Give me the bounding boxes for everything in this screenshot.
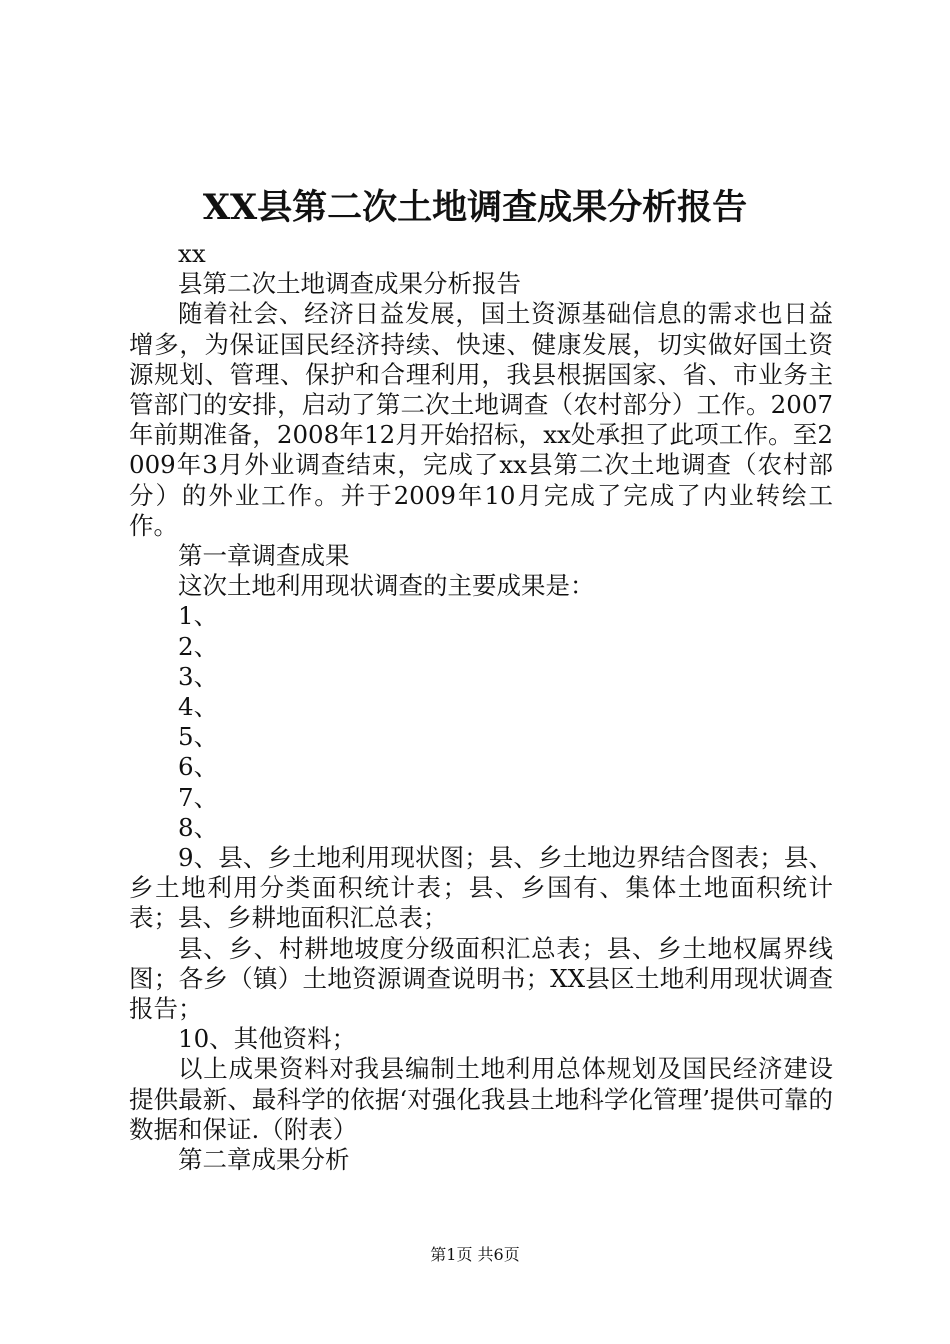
page-footer: 第1页 共6页	[430, 1245, 520, 1264]
list-item-7: 7、	[178, 782, 219, 812]
list-item-8: 8、	[178, 812, 219, 842]
list-item-9: 9、县、乡土地利用现状图；县、乡土地边界结合图表；县、乡土地利用分类面积统计表；县、乡国有、集体土地面积统计表；县、乡耕地面积汇总表；	[129, 843, 833, 933]
list-item-4: 4、	[178, 692, 219, 722]
document-title: XX县第二次土地调查成果分析报告	[202, 187, 748, 228]
list-item-9-continued: 县、乡、村耕地坡度分级面积汇总表；县、乡土地权属界线图；各乡（镇）土地资源调查说明书；XX县区土地利用现状调查报告；	[129, 933, 833, 1024]
list-item-1: 1、	[178, 601, 219, 631]
paragraph-intro: 随着社会、经济日益发展，国土资源基础信息的需求也日益增多，为保证国民经济持续、快速、健康发展，切实做好国土资源规划、管理、保护和合理利用，我县根据国家、省、市业务主管部门的安排，启动了第二次土地调查（农村部分）工作。2007年前期准备，2008年12月开始招标，xx处承担了此项工作。至2009年3月外业调查结束，完成了xx县第二次土地调查（农村部分）的外业工作。并于2009年10月完成了完成了内业转绘工作。	[129, 299, 833, 540]
paragraph-results-summary: 以上成果资料对我县编制土地利用总体规划及国民经济建设提供最新、最科学的依据‘对强化我县土地科学化管理’提供可靠的数据和保证.（附表）	[129, 1054, 833, 1144]
paragraph-author: xx	[178, 239, 206, 268]
paragraph-results-lead: 这次土地利用现状调查的主要成果是：	[178, 571, 595, 601]
list-item-5: 5、	[178, 722, 219, 752]
paragraph-subtitle: 县第二次土地调查成果分析报告	[178, 269, 521, 299]
list-item-10: 10、其他资料；	[178, 1024, 357, 1054]
list-item-3: 3、	[178, 661, 219, 691]
list-item-2: 2、	[178, 631, 219, 661]
document-body	[129, 239, 833, 1175]
chapter-2-heading: 第二章成果分析	[178, 1145, 350, 1175]
chapter-1-heading: 第一章调查成果	[178, 541, 350, 571]
list-item-6: 6、	[178, 752, 219, 782]
